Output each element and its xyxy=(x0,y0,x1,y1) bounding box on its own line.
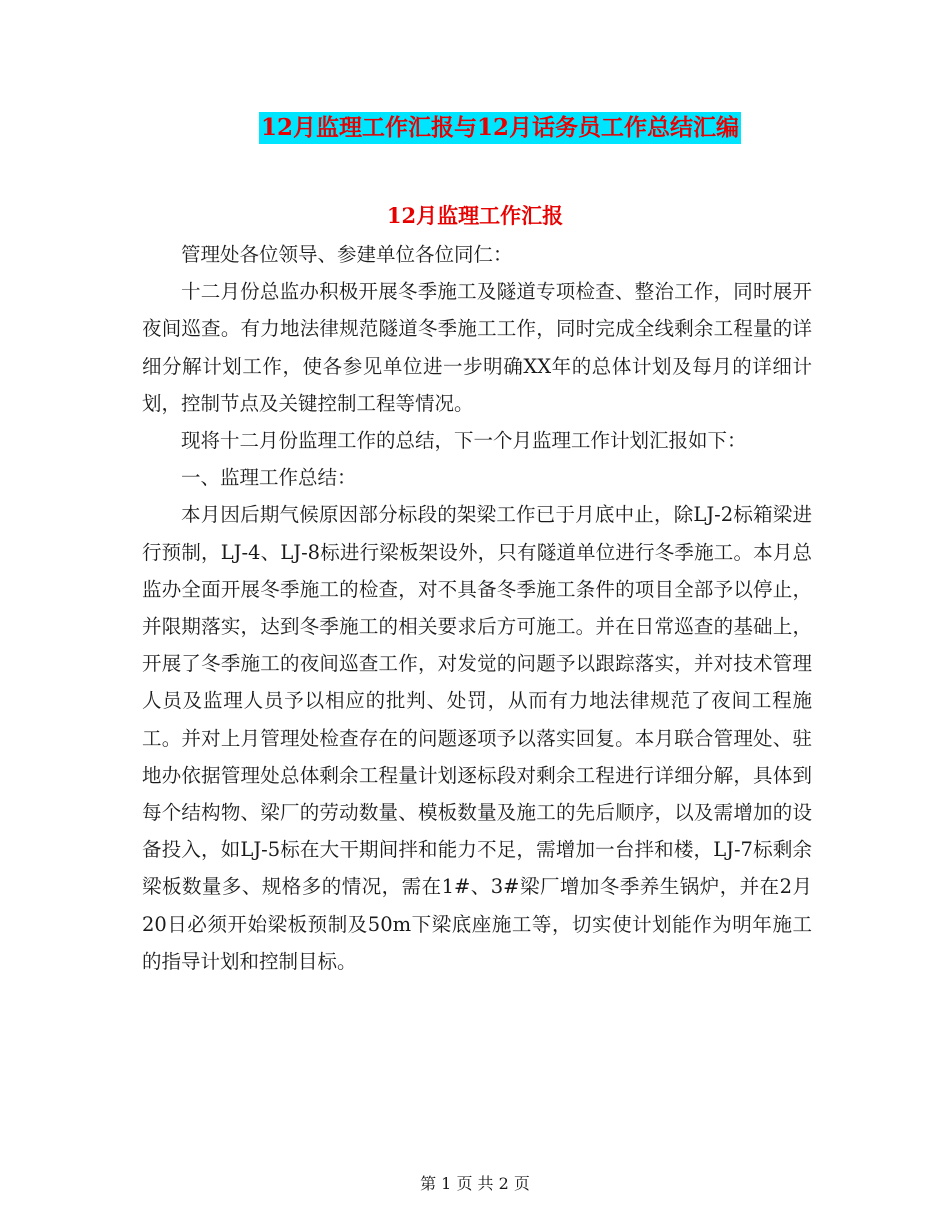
paragraph-summary-body: 本月因后期气候原因部分标段的架梁工作已于月底中止，除LJ-2标箱梁进行预制，LJ-4、LJ-8标进行梁板架设外，只有隧道单位进行冬季施工。本月总监办全面开展冬季施工的检查，对不具备冬季施工条件的项目全部予以停止，并限期落实，达到冬季施工的相关要求后方可施工。并在日常巡查的基础上，开展了冬季施工的夜间巡查工作，对发觉的问题予以跟踪落实，并对技术管理人员及监理人员予以相应的批判、处罚，从而有力地法律规范了夜间工程施工。并对上月管理处检查存在的问题逐项予以落实回复。本月联合管理处、驻地办依据管理处总体剩余工程量计划逐标段对剩余工程进行详细分解，具体到每个结构物、梁厂的劳动数量、模板数量及施工的先后顺序，以及需增加的设备投入，如LJ-5标在大干期间拌和能力不足，需增加一台拌和楼，LJ-7标剩余梁板数量多、规格多的情况，需在1#、3#梁厂增加冬季养生锅炉，并在2月20日必须开始梁板预制及50m下梁底座施工等，切实使计划能作为明年施工的指导计划和控制目标。 xyxy=(142,503,812,973)
document-title: 12月监理工作汇报与12月话务员工作总结汇编 xyxy=(259,112,741,144)
paragraph-heading-summary: 一、监理工作总结： xyxy=(181,466,357,490)
paragraph-intro: 十二月份总监办积极开展冬季施工及隧道专项检查、整治工作，同时展开夜间巡查。有力地法律规范隧道冬季施工工作，同时完成全线剩余工程量的详细分解计划工作，使各参见单位进一步明确XX年的总体计划及每月的详细计划，控制节点及关键控制工程等情况。 xyxy=(142,280,812,415)
section-title: 12月监理工作汇报 xyxy=(386,203,564,228)
page-footer: 第 1 页 共 2 页 xyxy=(420,1174,530,1193)
document-body xyxy=(142,215,812,980)
document-title-container xyxy=(0,112,950,144)
paragraph-report-lead: 现将十二月份监理工作的总结，下一个月监理工作计划汇报如下： xyxy=(181,429,747,453)
paragraph-salutation: 管理处各位领导、参建单位各位同仁： xyxy=(181,243,513,266)
